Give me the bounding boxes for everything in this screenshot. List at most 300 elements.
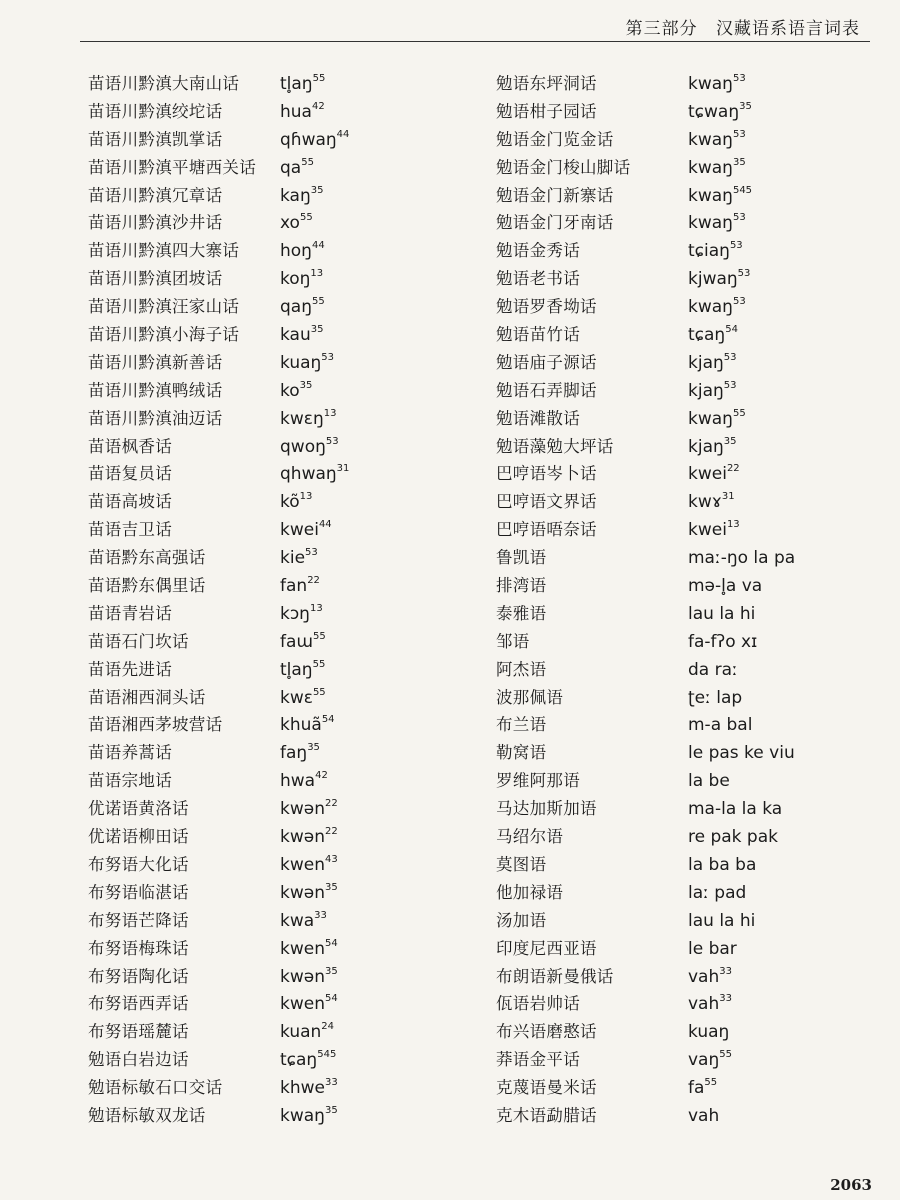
language-name: 排湾语 — [496, 576, 547, 596]
form-text: tl̥aŋ — [280, 659, 313, 680]
language-name: 苗语川黔滇小海子话 — [88, 325, 240, 345]
language-name: 勉语标敏双龙话 — [88, 1105, 206, 1125]
form-text: kuan — [280, 1022, 322, 1043]
form-text: kwen — [280, 854, 325, 875]
form-text: kwen — [280, 938, 325, 959]
form-text: kjaŋ — [688, 352, 724, 373]
form-text: kwən — [280, 882, 325, 903]
language-name: 苗语湘西茅坡营话 — [88, 715, 223, 735]
language-name: 泰雅语 — [496, 603, 547, 623]
form-text: kjaŋ — [688, 380, 724, 401]
word-form — [280, 1075, 338, 1103]
entry-row — [496, 767, 876, 795]
tone-number: 55 — [719, 1049, 732, 1061]
word-form — [688, 852, 756, 880]
language-name: 苗语枫香话 — [88, 436, 172, 456]
right-column — [496, 70, 876, 1130]
entry-row — [496, 237, 876, 265]
word-form — [688, 740, 795, 768]
form-text: m-a bal — [688, 715, 753, 736]
language-name: 苗语川黔滇四大寨话 — [88, 241, 240, 261]
form-text: tɕiaŋ — [688, 241, 730, 262]
language-name: 苗语湘西洞头话 — [88, 687, 206, 707]
entry-row — [88, 1018, 478, 1046]
form-text: kwən — [280, 799, 325, 820]
form-text: qa — [280, 157, 302, 178]
tone-number: 53 — [737, 268, 751, 280]
entry-row — [496, 684, 876, 712]
word-form — [688, 601, 755, 629]
tone-number: 22 — [324, 826, 338, 838]
form-text: lau la hi — [688, 910, 756, 931]
word-form — [280, 461, 349, 489]
language-name: 苗语先进话 — [88, 659, 172, 679]
entry-row — [496, 907, 876, 935]
word-form — [688, 824, 778, 852]
tone-number: 53 — [729, 240, 743, 252]
entry-row — [88, 739, 478, 767]
form-text: kwaŋ — [688, 157, 733, 178]
form-text: la ba ba — [688, 854, 757, 875]
language-name: 苗语石门坎话 — [88, 631, 189, 651]
form-text: vah — [688, 994, 720, 1015]
entry-row — [88, 321, 478, 349]
entry-row — [88, 684, 478, 712]
tone-number: 55 — [312, 658, 326, 670]
word-form — [280, 796, 338, 824]
word-form — [280, 378, 312, 406]
word-form — [688, 991, 732, 1019]
word-form — [280, 489, 312, 517]
language-name: 苗语吉卫话 — [88, 520, 172, 540]
word-form — [280, 740, 320, 768]
word-form — [280, 1047, 336, 1075]
word-form — [688, 434, 737, 462]
word-form — [280, 294, 325, 322]
language-name: 勉语柑子园话 — [496, 101, 597, 121]
form-text: kuaŋ — [688, 1022, 730, 1043]
tone-number: 24 — [321, 1021, 335, 1033]
form-text: hwa — [280, 771, 316, 792]
language-name: 苗语川黔滇冗章话 — [88, 185, 223, 205]
word-form — [688, 1075, 717, 1103]
entry-row — [496, 572, 876, 600]
tone-number: 35 — [299, 379, 313, 391]
language-name: 苗语养蒿话 — [88, 743, 172, 763]
entry-row — [496, 265, 876, 293]
language-name: 鲁凯语 — [496, 548, 547, 568]
language-name: 勉语东坪洞话 — [496, 74, 597, 93]
language-name: 巴哼语文界话 — [496, 492, 597, 512]
tone-number: 55 — [312, 73, 326, 84]
form-text: vah — [688, 1105, 720, 1126]
form-text: ko — [280, 380, 300, 401]
form-text: tɕaŋ — [688, 325, 726, 346]
tone-number: 54 — [725, 324, 738, 336]
form-text: kwaŋ — [280, 1105, 325, 1126]
entry-row — [88, 182, 478, 210]
form-text: kɔŋ — [280, 603, 310, 624]
tone-number: 54 — [324, 937, 338, 949]
language-name: 优诺语黄洛话 — [88, 799, 189, 819]
entry-row — [496, 154, 876, 182]
entry-row — [88, 1102, 478, 1130]
tone-number: 35 — [310, 324, 324, 336]
word-form — [688, 1047, 732, 1075]
word-form — [688, 461, 740, 489]
tone-number: 35 — [324, 965, 338, 977]
entry-row — [496, 70, 876, 98]
form-text: kjaŋ — [688, 436, 724, 457]
tone-number: 35 — [310, 184, 324, 196]
language-name: 勉语金门梭山脚话 — [496, 157, 631, 177]
tone-number: 31 — [336, 463, 350, 475]
form-text: kõ — [280, 492, 300, 513]
language-name: 勉语金门览金话 — [496, 129, 614, 149]
word-form — [688, 489, 735, 517]
form-text: qɦwaŋ — [280, 129, 337, 150]
entry-row — [88, 572, 478, 600]
language-name: 优诺语柳田话 — [88, 827, 189, 847]
word-form — [280, 908, 327, 936]
entry-row — [496, 293, 876, 321]
form-text: tɕaŋ — [280, 1050, 318, 1071]
form-text: kwen — [280, 994, 325, 1015]
entry-row — [88, 1046, 478, 1074]
form-text: kwɤ — [688, 492, 722, 513]
tone-number: 13 — [323, 407, 337, 419]
word-form — [688, 685, 742, 713]
word-form — [280, 824, 338, 852]
header-rule — [80, 41, 870, 42]
entry-row — [496, 990, 876, 1018]
tone-number: 53 — [321, 351, 335, 363]
word-form — [280, 183, 323, 211]
language-name: 苗语青岩话 — [88, 603, 172, 623]
entry-row — [496, 1074, 876, 1102]
language-name: 勉语标敏石口交话 — [88, 1078, 223, 1098]
header-title: 汉藏语系语言词表 — [716, 19, 860, 39]
language-name: 布兴语磨憨话 — [496, 1022, 597, 1042]
language-name: 波那佩语 — [496, 687, 564, 707]
language-name: 布努语芒降话 — [88, 910, 189, 930]
word-form — [280, 406, 336, 434]
entry-row — [88, 209, 478, 237]
word-form — [688, 796, 782, 824]
tone-number: 35 — [307, 742, 320, 754]
entry-row — [496, 405, 876, 433]
entry-row — [496, 488, 876, 516]
tone-number: 13 — [310, 268, 324, 280]
word-form — [280, 936, 338, 964]
tone-number: 55 — [312, 686, 326, 698]
form-text: faɯ — [280, 631, 313, 652]
entry-row — [88, 405, 478, 433]
tone-number: 55 — [704, 1077, 718, 1089]
language-name: 莽语金平话 — [496, 1050, 580, 1070]
form-text: hoŋ — [280, 241, 312, 262]
entry-row — [88, 460, 478, 488]
entry-row — [496, 377, 876, 405]
tone-number: 53 — [723, 379, 737, 391]
tone-number: 35 — [723, 435, 737, 447]
language-name: 苗语黔东偶里话 — [88, 576, 206, 596]
form-text: kwaŋ — [688, 297, 733, 318]
form-text: hua — [280, 101, 312, 122]
entry-row — [496, 879, 876, 907]
entry-row — [88, 823, 478, 851]
language-name: 苗语川黔滇汪家山话 — [88, 297, 240, 317]
language-name: 布努语瑶麓话 — [88, 1022, 189, 1042]
word-form — [280, 601, 323, 629]
language-name: 苗语川黔滇平塘西关话 — [88, 157, 256, 177]
language-name: 布努语大化话 — [88, 854, 189, 874]
form-text: kwaŋ — [688, 408, 733, 429]
form-text: re pak pak — [688, 827, 778, 848]
entry-row — [496, 1102, 876, 1130]
tone-number: 22 — [324, 798, 338, 810]
form-text: vaŋ — [688, 1050, 720, 1071]
word-form — [688, 322, 738, 350]
language-name: 勉语金秀话 — [496, 241, 580, 261]
word-form — [688, 406, 746, 434]
word-form — [280, 685, 326, 713]
language-name: 马达加斯加语 — [496, 799, 597, 819]
word-form — [280, 127, 349, 155]
entry-row — [88, 265, 478, 293]
language-name: 勉语白岩边话 — [88, 1050, 189, 1070]
entry-row — [88, 767, 478, 795]
entry-row — [496, 544, 876, 572]
form-text: kaŋ — [280, 185, 311, 206]
entry-row — [88, 349, 478, 377]
language-name: 苗语川黔滇沙井话 — [88, 213, 223, 233]
tone-number: 53 — [732, 212, 746, 224]
word-form — [280, 434, 339, 462]
word-form — [688, 1019, 729, 1047]
word-form — [688, 266, 750, 294]
entry-row — [88, 879, 478, 907]
entry-row — [496, 711, 876, 739]
entry-row — [496, 851, 876, 879]
language-name: 佤语岩帅话 — [496, 994, 580, 1014]
form-text: kwɛ — [280, 687, 313, 708]
form-text: kuaŋ — [280, 352, 322, 373]
word-form — [280, 350, 334, 378]
entry-row — [496, 600, 876, 628]
entry-row — [496, 823, 876, 851]
word-form — [280, 573, 320, 601]
entry-row — [88, 377, 478, 405]
form-text: lau la hi — [688, 603, 756, 624]
form-text: ʈeː lap — [688, 687, 743, 708]
entry-row — [496, 321, 876, 349]
word-form — [280, 155, 314, 183]
word-form — [688, 936, 737, 964]
entry-row — [88, 795, 478, 823]
tone-number: 54 — [324, 993, 338, 1005]
language-name: 勉语金门新寨话 — [496, 185, 614, 205]
tone-number: 33 — [719, 965, 732, 977]
running-header — [626, 14, 860, 39]
header-part: 第三部分 — [625, 19, 698, 39]
language-name: 印度尼西亚语 — [496, 938, 597, 958]
form-text: fa-fʔo xɪ — [688, 631, 758, 652]
word-form — [688, 1103, 719, 1131]
tone-number: 35 — [739, 100, 752, 112]
language-name: 苗语川黔滇鸭绒话 — [88, 380, 223, 400]
word-form — [280, 991, 338, 1019]
language-name: 勉语金门牙南话 — [496, 213, 614, 233]
form-text: vah — [688, 966, 720, 987]
language-name: 汤加语 — [496, 910, 547, 930]
form-text: tɕwaŋ — [688, 101, 740, 122]
tone-number: 42 — [315, 770, 328, 782]
word-form — [688, 350, 737, 378]
language-name: 巴哼语岑卜话 — [496, 464, 597, 484]
entry-row — [88, 98, 478, 126]
tone-number: 55 — [312, 630, 326, 642]
form-text: kwən — [280, 966, 325, 987]
language-name: 布努语陶化话 — [88, 966, 189, 986]
entry-row — [496, 1018, 876, 1046]
word-form — [688, 768, 730, 796]
entry-row — [496, 182, 876, 210]
tone-number: 13 — [299, 491, 313, 503]
form-text: mə-l̥a va — [688, 576, 763, 597]
form-text: qaŋ — [280, 297, 312, 318]
form-text: le bar — [688, 938, 737, 959]
tone-number: 22 — [726, 463, 740, 475]
form-text: le pas ke viu — [688, 743, 795, 764]
language-name: 苗语高坡话 — [88, 492, 172, 512]
language-name: 勉语庙子源话 — [496, 352, 597, 372]
form-text: kwei — [280, 520, 319, 541]
tone-number: 545 — [732, 184, 753, 196]
entry-row — [88, 711, 478, 739]
language-name: 阿杰语 — [496, 659, 547, 679]
tone-number: 31 — [721, 491, 735, 503]
language-name: 布努语临湛话 — [88, 882, 189, 902]
language-name: 苗语复员话 — [88, 464, 172, 484]
tone-number: 35 — [324, 881, 338, 893]
entry-row — [496, 460, 876, 488]
language-name: 勉语苗竹话 — [496, 325, 580, 345]
word-form — [280, 964, 338, 992]
word-form — [688, 964, 732, 992]
form-text: tl̥aŋ — [280, 74, 313, 94]
word-form — [280, 712, 335, 740]
entry-row — [496, 935, 876, 963]
word-form — [280, 266, 323, 294]
word-form — [688, 155, 746, 183]
entry-row — [88, 907, 478, 935]
language-name: 邹语 — [496, 631, 530, 651]
word-form — [688, 880, 746, 908]
entry-row — [496, 126, 876, 154]
tone-number: 53 — [325, 435, 339, 447]
word-form — [280, 545, 318, 573]
form-text: kwaŋ — [688, 185, 733, 206]
page-number: 2063 — [830, 1176, 872, 1194]
entry-row — [88, 433, 478, 461]
word-form — [280, 99, 325, 127]
word-form — [688, 71, 746, 99]
word-form — [280, 852, 338, 880]
language-name: 苗语宗地话 — [88, 771, 172, 791]
form-text: ma-la la ka — [688, 799, 783, 820]
entry-row — [88, 935, 478, 963]
tone-number: 55 — [732, 407, 746, 419]
entry-row — [496, 433, 876, 461]
word-form — [688, 629, 757, 657]
form-text: kwaŋ — [688, 213, 733, 234]
language-name: 巴哼语唔奈话 — [496, 520, 597, 540]
tone-number: 55 — [301, 156, 314, 168]
form-text: da raː — [688, 659, 738, 680]
tone-number: 53 — [732, 73, 746, 84]
form-text: fan — [280, 576, 308, 597]
language-name: 克蔑语曼米话 — [496, 1078, 597, 1098]
word-form — [280, 1019, 334, 1047]
tone-number: 55 — [311, 296, 325, 308]
entry-row — [88, 237, 478, 265]
entry-row — [496, 1046, 876, 1074]
entry-row — [496, 963, 876, 991]
word-list — [88, 70, 828, 1140]
tone-number: 43 — [324, 853, 338, 865]
form-text: la be — [688, 771, 730, 792]
entry-row — [88, 154, 478, 182]
entry-row — [88, 126, 478, 154]
word-form — [688, 127, 746, 155]
language-name: 莫图语 — [496, 854, 547, 874]
entry-row — [88, 1074, 478, 1102]
form-text: kwei — [688, 464, 727, 485]
language-name: 苗语川黔滇新善话 — [88, 352, 223, 372]
entry-row — [88, 628, 478, 656]
language-name: 布朗语新曼俄话 — [496, 966, 614, 986]
form-text: fa — [688, 1078, 705, 1099]
form-text: kwən — [280, 827, 325, 848]
entry-row — [496, 795, 876, 823]
word-form — [280, 880, 338, 908]
form-text: koŋ — [280, 269, 311, 290]
entry-row — [88, 963, 478, 991]
entry-row — [88, 600, 478, 628]
language-name: 勒窝语 — [496, 743, 547, 763]
form-text: kwaŋ — [688, 74, 733, 94]
tone-number: 35 — [732, 156, 746, 168]
word-form — [688, 573, 762, 601]
word-form — [280, 238, 325, 266]
tone-number: 54 — [321, 714, 335, 726]
tone-number: 44 — [336, 128, 350, 140]
entry-row — [88, 851, 478, 879]
tone-number: 42 — [311, 100, 325, 112]
form-text: kjwaŋ — [688, 269, 738, 290]
entry-row — [496, 209, 876, 237]
word-form — [280, 768, 328, 796]
form-text: maː-ŋo la pa — [688, 548, 796, 569]
entry-row — [496, 98, 876, 126]
word-form — [280, 322, 323, 350]
entry-row — [496, 516, 876, 544]
form-text: kwaŋ — [688, 129, 733, 150]
language-name: 勉语滩散话 — [496, 408, 580, 428]
word-form — [688, 183, 752, 211]
word-form — [688, 517, 740, 545]
